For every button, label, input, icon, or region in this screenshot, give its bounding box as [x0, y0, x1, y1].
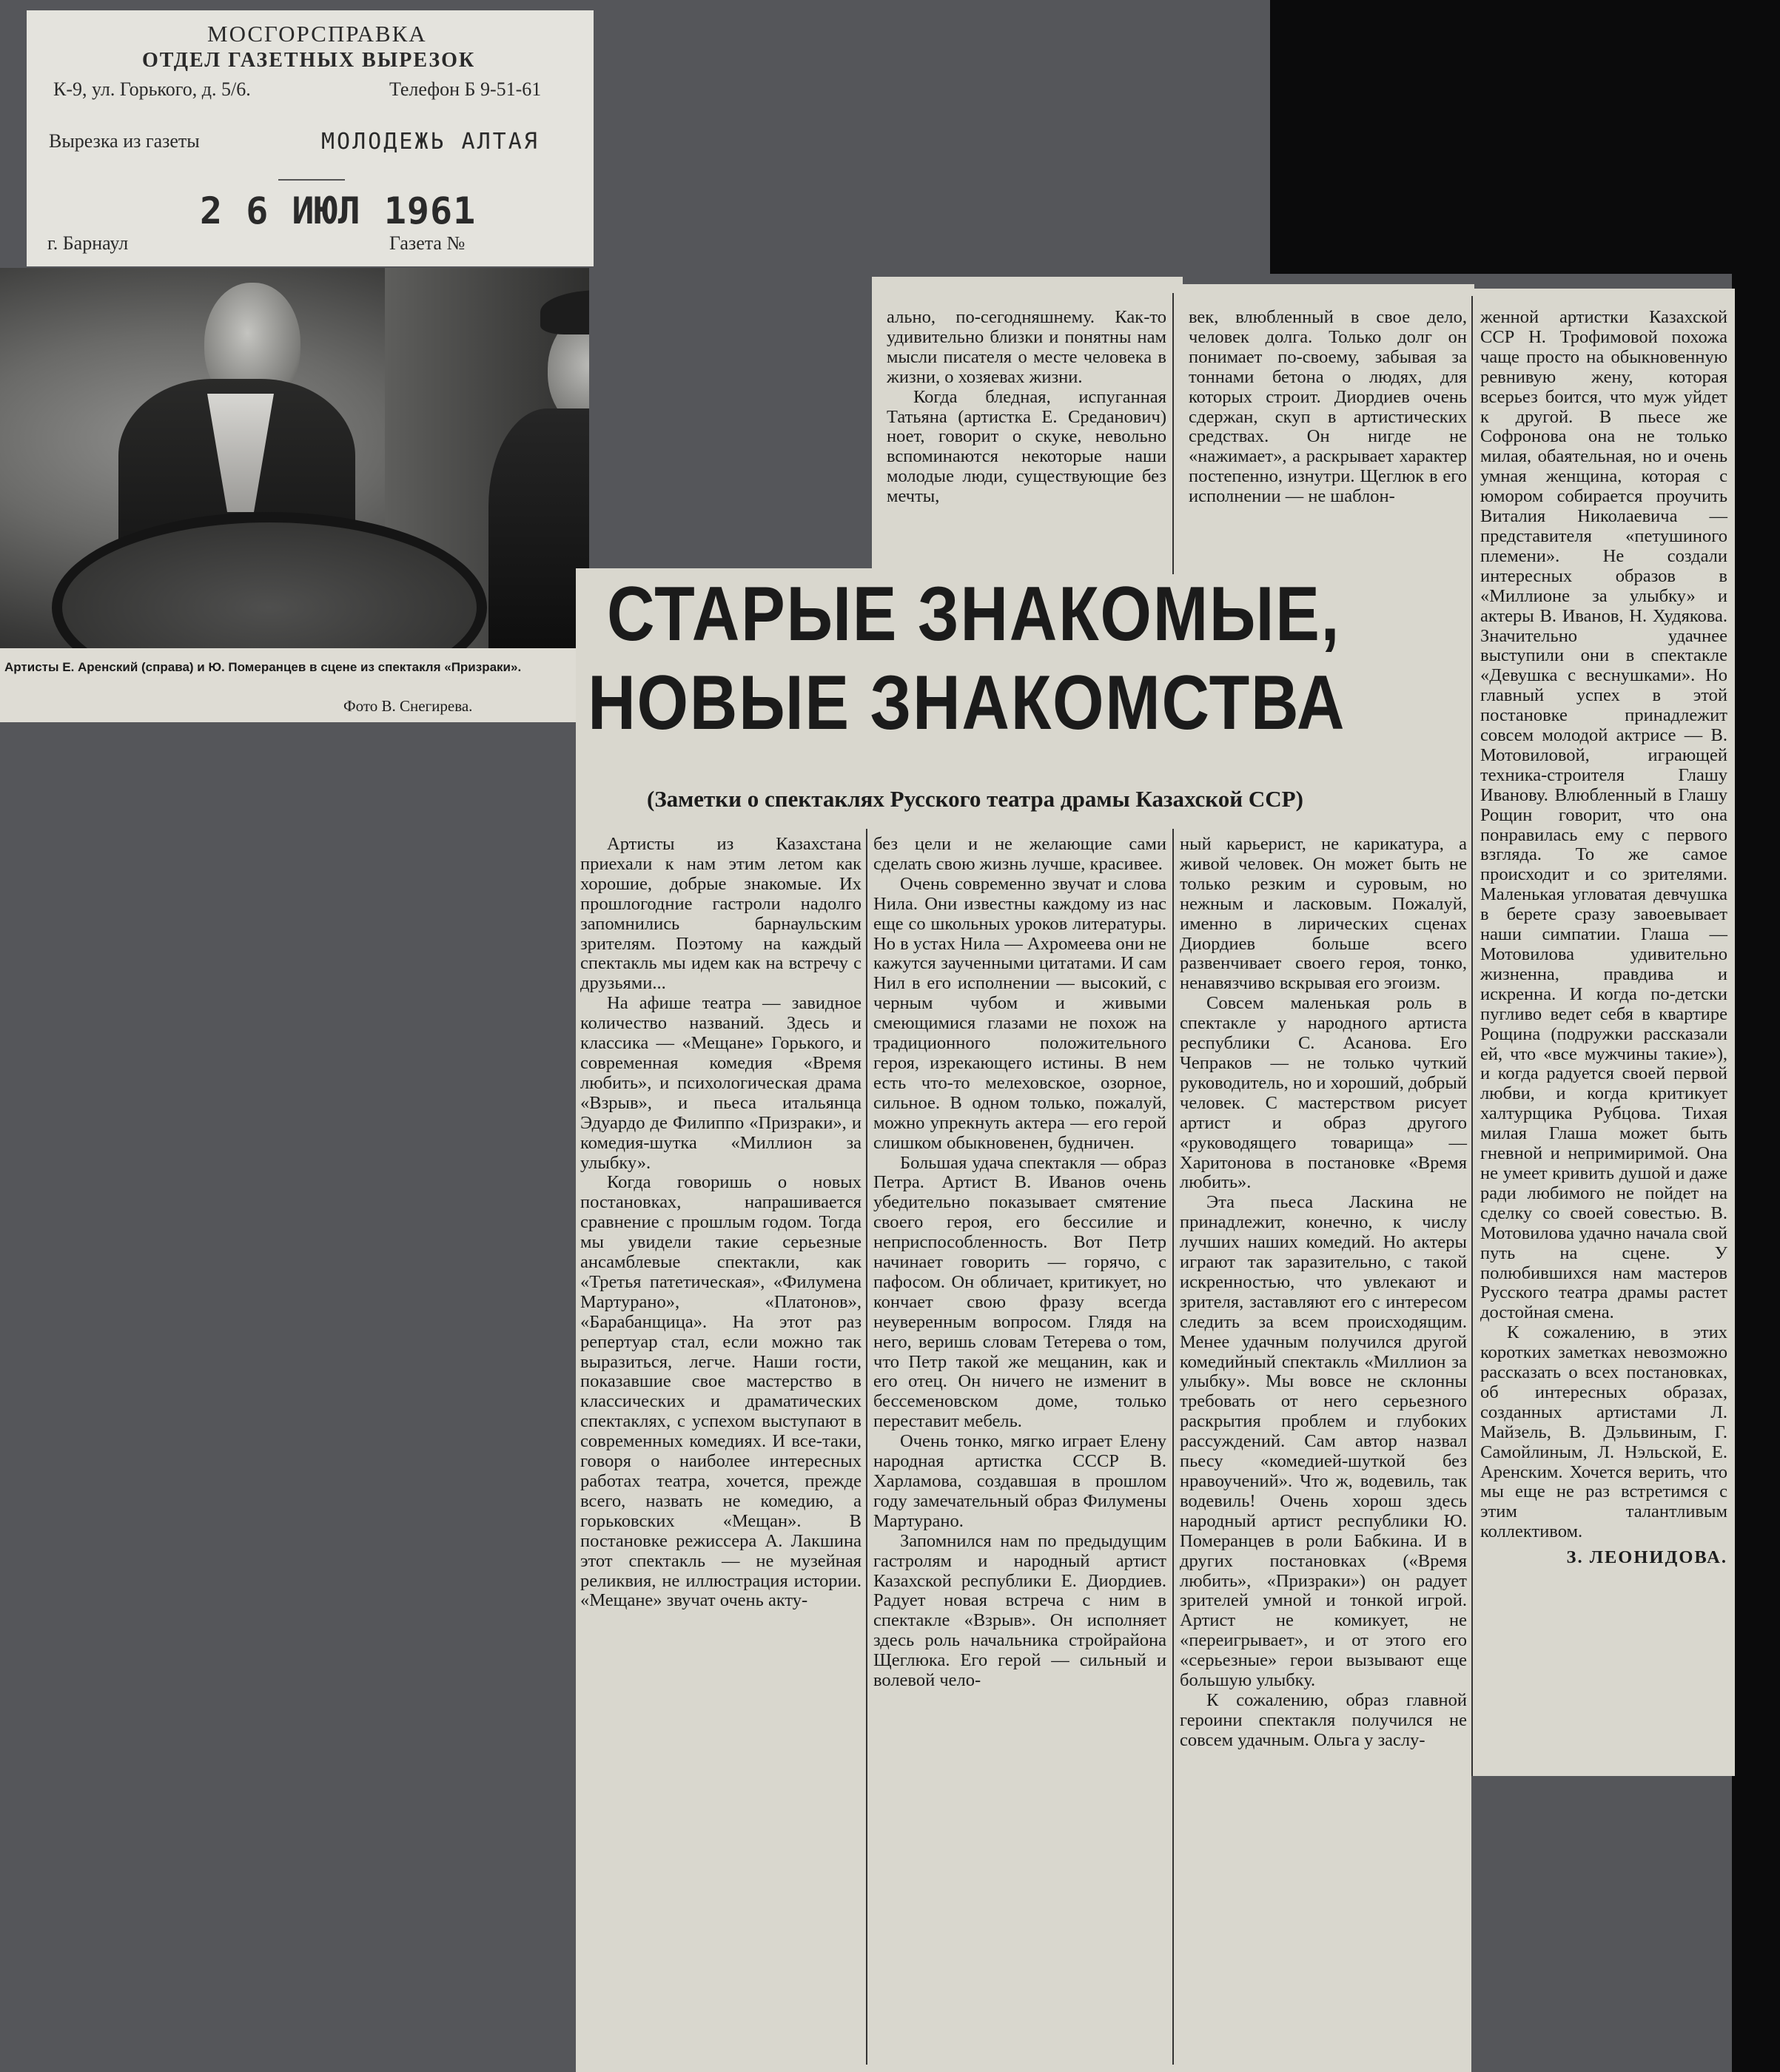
- slip-clipping-from-label: Вырезка из газеты: [49, 130, 200, 152]
- paragraph: век, влюбленный в свое дело, человек долга. Только долг он понимает по-своему, забывая за тоннами бетона о людях, для которых строит. Диордиев очень сдержан, скуп в артистических средствах. Он нигде не «нажимает», а раскрывает характер постепенно, изнутри. Щеглюк в его исполнении — не шаблон-: [1189, 307, 1467, 507]
- paragraph: К сожалению, образ главной героини спектакля получился не совсем удачным. Ольга у заслу-: [1180, 1689, 1467, 1750]
- paragraph: ально, по-сегодняшнему. Как-то удивительно близки и понятны нам мысли писателя о месте человека в жизни, о хозяевах жизни.: [887, 307, 1166, 387]
- article-signature: З. ЛЕОНИДОВА.: [1566, 1547, 1727, 1568]
- photo-caption-block: [0, 648, 592, 722]
- slip-address: К-9, ул. Горького, д. 5/6.: [53, 78, 251, 100]
- column-2-top: [887, 308, 1166, 507]
- column-rule: [866, 829, 867, 2065]
- slip-phone: Телефон Б 9-51-61: [389, 78, 542, 100]
- slip-service: МОСГОРСПРАВКА: [207, 21, 427, 47]
- column-3: [1180, 835, 1467, 1751]
- paragraph: Запомнился нам по предыдущим гастролям и народный артист Казахской республики Е. Диордиев. Радует новая встреча с ним в спектакле «Взрыв». Он исполняет здесь роль начальника стройрайона Щеглюка. Его герой — сильный и волевой чело-: [873, 1530, 1166, 1691]
- slip-issue-label: Газета №: [389, 232, 466, 254]
- paragraph: Очень тонко, мягко играет Елену народная артистка СССР В. Харламова, создавшая в прошлом году замечательный образ Филумены Мартурано.: [873, 1431, 1166, 1531]
- article-title-line1: СТАРЫЕ ЗНАКОМЫЕ,: [607, 571, 1341, 657]
- article-subtitle: (Заметки о спектаклях Русского театра драмы Казахской ССР): [647, 786, 1303, 812]
- photo-credit: Фото В. Снегирева.: [343, 697, 473, 715]
- clipping-slip: [27, 10, 594, 266]
- slip-date-stamp: 2 6 ИЮЛ 1961: [200, 189, 477, 232]
- photo-actor-right-body: [488, 408, 589, 648]
- paragraph: Совсем маленькая роль в спектакле у народного артиста республики С. Асанова. Его Чепраков — не только чуткий руководитель, но и хороший, добрый человек. С мастерством рисует артист и образ другого «руководящего товарища» — Харитонова в постановке «Время любить».: [1180, 993, 1467, 1193]
- paragraph: Когда говоришь о новых постановках, напрашивается сравнение с прошлым годом. Тогда мы увидели такие серьезные ансамблевые спектакли, как «Третья патетическая», «Филумена Мартурано», «Платонов», «Барабанщица». На этот раз репертуар стал, если можно так выразиться, легче. Наши гости, показавшие свое мастерство в классических и драматических спектаклях, с успехом выступают в современных комедиях. И все-таки, говоря о наиболее интересных работах театра, хочется, прежде всего, назвать не комедию, а горьковских «Мещан». В постановке режиссера А. Лакшина этот спектакль — не музейная реликвия, не иллюстрация истории. «Мещане» звучат очень акту-: [580, 1172, 862, 1611]
- article-title-line2: НОВЫЕ ЗНАКОМСТВА: [588, 660, 1346, 746]
- column-1: [580, 835, 862, 1611]
- column-3-top: [1189, 308, 1467, 507]
- slip-department: ОТДЕЛ ГАЗЕТНЫХ ВЫРЕЗОК: [142, 49, 476, 72]
- slip-date-dashes: [278, 179, 345, 181]
- column-rule: [1471, 296, 1473, 1776]
- article-title: [588, 570, 1358, 747]
- column-2: [873, 835, 1166, 1691]
- paragraph: К сожалению, в этих коротких заметках невозможно рассказать о всех постановках, об интересных образах, созданных артистами Л. Майзель, В. Дэльвиным, Г. Самойлиным, Л. Нэльской, Е. Аренским. Хочется верить, что мы еще не раз встретимся с этим талантливым коллективом.: [1480, 1322, 1727, 1542]
- paragraph: На афише театра — завидное количество названий. Здесь и классика — «Мещане» Горького, и современная комедия «Время любить», и психологическая драма «Взрыв», и пьеса итальянца Эдуардо де Филиппо «Призраки», и комедия-шутка «Миллион за улыбку».: [580, 993, 862, 1173]
- column-rule: [1172, 293, 1174, 574]
- slip-city: г. Барнаул: [47, 232, 129, 254]
- paragraph: ный карьерист, не карикатура, а живой человек. Он может быть не только резким и суровым, но нежным и ласковым. Пожалуй, именно в лирических сценах Диордиев больше всего развенчивает своего героя, тонко, ненавязчиво вскрывая его эгоизм.: [1180, 834, 1467, 994]
- paragraph: Очень современно звучат и слова Нила. Они известны каждому из нас еще со школьных уроков литературы. Но в устах Нила — Ахромеева они не кажутся заученными цитатами. И сам Нил в его исполнении — высокий, с черным чубом и живыми смеющимися глазами не похож на традиционного положительного героя, изрекающего истины. В нем есть что-то мелеховское, озорное, сильное. В одном только, пожалуй, можно упрекнуть актера — его герой слишком обыкновенен, будничен.: [873, 873, 1166, 1153]
- background-dark-strip-right: [1732, 0, 1780, 2072]
- slip-newspaper-name: МОЛОДЕЖЬ АЛТАЯ: [321, 129, 540, 155]
- paragraph: без цели и не желающие сами сделать свою жизнь лучше, красивее.: [873, 834, 1166, 874]
- paragraph: Когда бледная, испуганная Татьяна (артистка Е. Среданович) ноет, говорит о скуке, невольно вспоминаются некоторые наши молодые люди, существующие без мечты,: [887, 386, 1166, 507]
- photo-caption: Артисты Е. Аренский (справа) и Ю. Померанцев в сцене из спектакля «Призраки».: [4, 660, 522, 674]
- paragraph: Эта пьеса Ласкина не принадлежит, конечно, к числу лучших наших комедий. Но актеры играют так заразительно, с такой искренностью, что увлекают и зрителя, заставляют его с интересом следить за всем происходящим. Менее удачным получился другой комедийный спектакль «Миллион за улыбку». Мы вовсе не склонны требовать от него серьезного раскрытия проблем и глубоких рассуждений. Сам автор назвал пьесу «комедией-шуткой без нравоучений». Что ж, водевиль, так водевиль! Очень хорош здесь народный артист республики Ю. Померанцев в роли Бабкина. И в других постановках («Время любить», «Призраки») он радует зрителей умной и тонкой игрой. Артист не комикует, не «переигрывает», и от этого его «серьезные» герои вызывают еще большую улыбку.: [1180, 1192, 1467, 1691]
- paragraph: женной артистки Казахской ССР Н. Трофимовой похожа чаще просто на обыкновенную ревнивую жену, которая всерьез боится, что муж уйдет к другой. В пьесе же Софронова она не только милая, обаятельная, но и очень умная женщина, которая с юмором собирается проучить Виталия Николаевича — представителя «петушиного племени». Не создали интересных образов в «Миллионе за улыбку» и актеры В. Иванов, Н. Худякова. Значительно удачнее выступили они в спектакле «Девушка с веснушками». Но главный успех в этой постановке принадлежит совсем молодой актрисе — В. Мотовиловой, играющей техника-строителя Глашу Иванову. Влюбленный в Глашу Рощин говорит, что она понравилась ему с первого взгляда. То же самое происходит и со зрителями. Маленькая угловатая девчушка в берете сразу завоевывает наши симпатии. Глаша — Мотовилова удивительно жизненна, правдива и искренна. И когда по-детски пугливо ведет себя в квартире Рощина (подружки рассказали ей, что «все мужчины такие»), и когда радуется своей первой любви, и когда критикует халтурщика Рубцова. Тихая милая Глаша может быть гневной и непримиримой. Она не умеет кривить душой и даже ради любимого не пойдет на сделку со своей совестью. В. Мотовилова удачно начала свой путь на сцене. У полюбившихся нам мастеров Русского театра драмы растет достойная смена.: [1480, 307, 1727, 1323]
- paragraph: Артисты из Казахстана приехали к нам этим летом как хорошие, добрые знакомые. Их прошлогодние гастроли надолго запомнились барнаульским зрителям. Поэтому на каждый спектакль мы идем как на встречу с друзьями...: [580, 834, 862, 994]
- column-4: [1480, 308, 1727, 1568]
- background-dark-strip: [1270, 0, 1780, 274]
- column-rule: [1172, 829, 1174, 2065]
- paragraph: Большая удача спектакля — образ Петра. Артист В. Иванов очень убедительно показывает смятение своего героя, его бессилие и неприспособленность. Вот Петр начинает говорить — горячо, с пафосом. Он обличает, критикует, но кончает свою фразу всегда неуверенным вопросом. Глядя на него, веришь словам Тетерева о том, что Петр такой же мещанин, как и его отец. Он ничего не изменит в бессеменовском доме, только переставит мебель.: [873, 1152, 1166, 1432]
- scene-photo: [0, 268, 589, 648]
